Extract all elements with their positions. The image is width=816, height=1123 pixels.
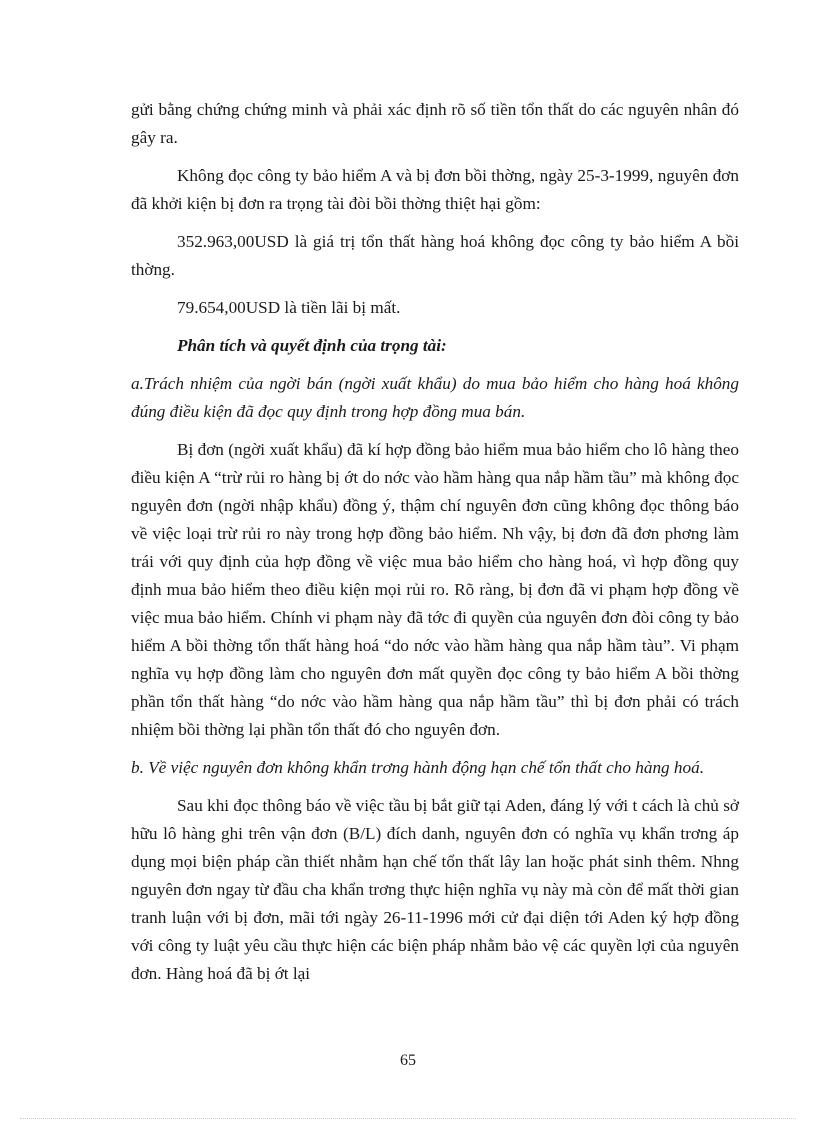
paragraph-claim-cargo: 352.963,00USD là giá trị tổn thất hàng hoá không đọc công ty bảo hiểm A bồi thờng. <box>131 232 739 279</box>
document-body <box>131 96 739 988</box>
paragraph-claim-interest: 79.654,00USD là tiền lãi bị mất. <box>177 298 401 317</box>
page-number: 65 <box>400 1052 416 1069</box>
paragraph-lawsuit: Không đọc công ty bảo hiểm A và bị đơn bồi thờng, ngày 25-3-1999, nguyên đơn đã khởi kiện bị đơn ra trọng tài đòi bồi thờng thiệt hại gồm: <box>131 166 739 213</box>
paragraph-mitigation: Sau khi đọc thông báo về việc tầu bị bắt giữ tại Aden, đáng lý với t cách là chủ sở hữu lô hàng ghi trên vận đơn (B/L) đích danh, nguyên đơn có nghĩa vụ khẩn trơng áp dụng mọi biện pháp cần thiết nhằm hạn chế tổn thất lây lan hoặc phát sinh thêm. Nhng nguyên đơn ngay từ đầu cha khẩn trơng thực hiện nghĩa vụ này mà còn để mất thời gian tranh luận với bị đơn, mãi tới ngày 26-11-1996 mới cử đại diện tới Aden ký hợp đồng với công ty luật yêu cầu thực hiện các biện pháp nhằm bảo vệ các quyền lợi của nguyên đơn. Hàng hoá đã bị ớt lại <box>131 796 739 983</box>
section-heading-analysis: Phân tích và quyết định của trọng tài: <box>177 336 447 355</box>
page-bottom-divider <box>20 1118 796 1119</box>
paragraph-continuation: gửi bằng chứng chứng minh và phải xác định rõ số tiền tổn thất do các nguyên nhân đó gây ra. <box>131 100 739 147</box>
paragraph-seller-liability: Bị đơn (ngời xuất khẩu) đã kí hợp đồng bảo hiểm mua bảo hiểm cho lô hàng theo điều kiện A “trừ rủi ro hàng bị ớt do nớc vào hầm hàng qua nắp hầm tầu” mà không đọc nguyên đơn (ngời nhập khẩu) đồng ý, thậm chí nguyên đơn cũng không đọc thông báo về việc loại trừ rủi ro này trong hợp đồng bảo hiểm. Nh vậy, bị đơn đã đơn phơng làm trái với quy định của hợp đồng về việc mua bảo hiểm cho hàng hoá, vì hợp đồng quy định mua bảo hiểm theo điều kiện mọi rủi ro. Rõ ràng, bị đơn đã vi phạm hợp đồng về việc mua bảo hiểm. Chính vi phạm này đã tớc đi quyền của nguyên đơn đòi công ty bảo hiểm A bồi thờng tổn thất hàng hoá “do nớc vào hầm hàng qua nắp hầm tàu”. Vi phạm nghĩa vụ hợp đồng làm cho nguyên đơn mất quyền đọc công ty bảo hiểm A bồi thờng phần tổn thất hàng “do nớc vào hầm hàng qua nắp hầm tầu” thì bị đơn phải có trách nhiệm bồi thờng lại phần tổn thất đó cho nguyên đơn. <box>131 440 739 739</box>
subheading-a: a.Trách nhiệm của ngời bán (ngời xuất khẩu) do mua bảo hiểm cho hàng hoá không đúng điều kiện đã đọc quy định trong hợp đồng mua bán. <box>131 374 739 421</box>
subheading-b: b. Về việc nguyên đơn không khẩn trơng hành động hạn chế tổn thất cho hàng hoá. <box>131 758 705 777</box>
